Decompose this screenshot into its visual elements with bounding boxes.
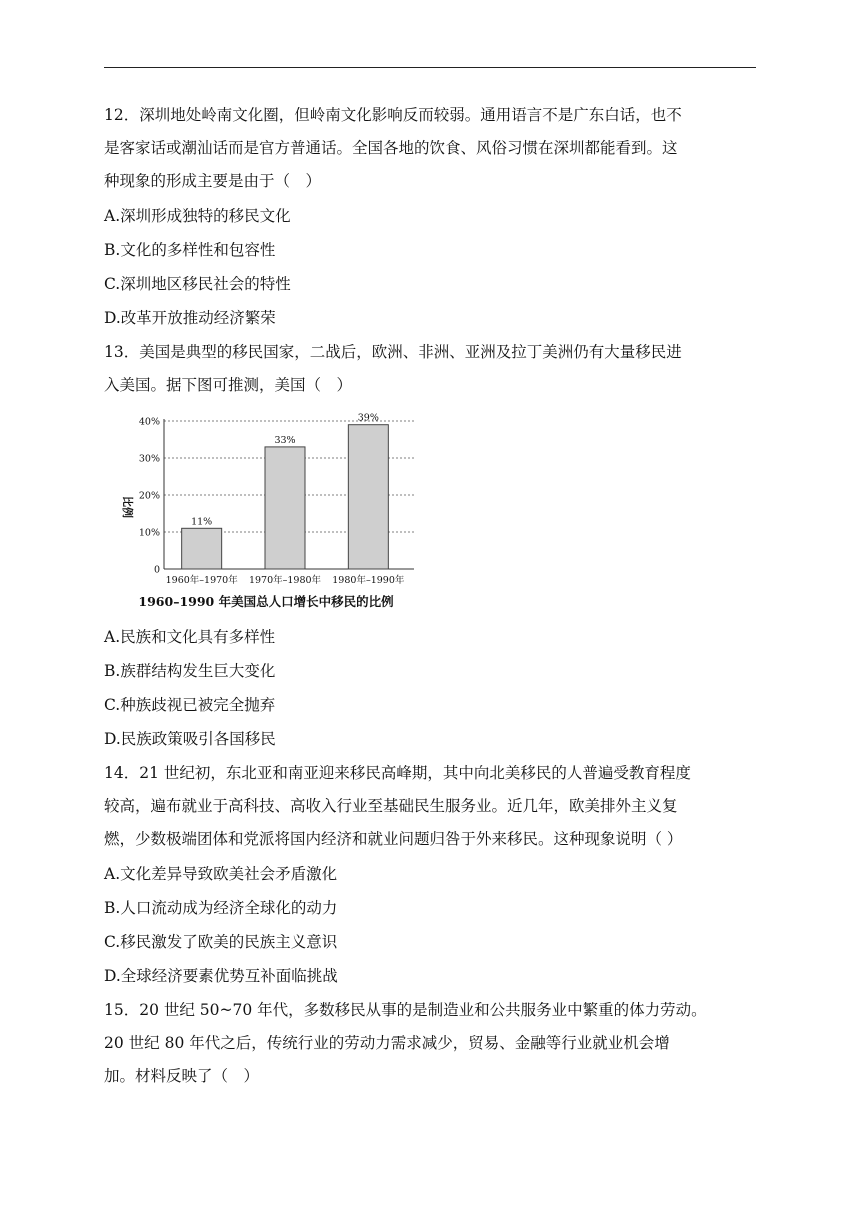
question-line: 20 世纪 80 年代之后，传统行业的劳动力需求减少，贸易、金融等行业就业机会增 <box>104 1034 670 1052</box>
q12-option-b[interactable]: B.文化的多样性和包容性 <box>104 241 276 259</box>
chart-data-label: 11% <box>191 516 213 528</box>
immigration-bar-chart <box>118 404 418 610</box>
chart-y-tick-label: 40% <box>138 416 160 428</box>
q13-option-c[interactable]: C.种族歧视已被完全抛弃 <box>104 696 276 714</box>
q13-option-a[interactable]: A.民族和文化具有多样性 <box>104 628 276 646</box>
question-line: 15．20 世纪 50~70 年代，多数移民从事的是制造业和公共服务业中繁重的体力劳动。 <box>104 1001 707 1019</box>
chart-data-label: 39% <box>357 412 379 424</box>
chart-title: 1960–1990 年美国总人口增长中移民的比例 <box>138 594 394 609</box>
chart-bar <box>182 528 222 569</box>
question-line: 入美国。据下图可推测，美国（ ） <box>104 376 353 394</box>
chart-x-tick-label: 1960年–1970年 <box>165 575 238 586</box>
chart-y-axis-label: 比例 <box>121 496 134 518</box>
question-line: 12．深圳地处岭南文化圈，但岭南文化影响反而较弱。通用语言不是广东白话，也不 <box>104 106 682 124</box>
question-15-stem <box>104 994 760 1093</box>
chart-y-tick-label: 30% <box>138 453 160 465</box>
header-rule <box>104 67 756 68</box>
q14-option-c[interactable]: C.移民激发了欧美的民族主义意识 <box>104 933 338 951</box>
chart-x-tick-label: 1980年–1990年 <box>332 575 405 586</box>
q12-option-a[interactable]: A.深圳形成独特的移民文化 <box>104 207 291 225</box>
q14-option-b[interactable]: B.人口流动成为经济全球化的动力 <box>104 899 338 917</box>
q12-option-c[interactable]: C.深圳地区移民社会的特性 <box>104 275 291 293</box>
question-line: 14．21 世纪初，东北亚和南亚迎来移民高峰期，其中向北美移民的人普遍受教育程度 <box>104 764 691 782</box>
chart-x-tick-label: 1970年–1980年 <box>248 575 322 586</box>
q13-option-d[interactable]: D.民族政策吸引各国移民 <box>104 730 276 748</box>
q14-option-d[interactable]: D.全球经济要素优势互补面临挑战 <box>104 967 338 985</box>
question-14-stem <box>104 757 760 856</box>
chart-y-tick-label: 10% <box>138 527 160 539</box>
q14-option-a[interactable]: A.文化差异导致欧美社会矛盾激化 <box>104 865 338 883</box>
question-12-stem <box>104 99 760 198</box>
question-line: 燃，少数极端团体和党派将国内经济和就业问题归咎于外来移民。这种现象说明（ ） <box>104 830 683 848</box>
question-line: 较高，遍布就业于高科技、高收入行业至基础民生服务业。近几年，欧美排外主义复 <box>104 797 678 815</box>
question-13-stem <box>104 336 760 402</box>
question-line: 加。材料反映了（ ） <box>104 1067 260 1085</box>
q13-option-b[interactable]: B.族群结构发生巨大变化 <box>104 662 276 680</box>
chart-bars <box>182 425 389 569</box>
chart-y-tick-label: 20% <box>138 490 160 502</box>
q12-option-d[interactable]: D.改革开放推动经济繁荣 <box>104 309 276 327</box>
question-line: 种现象的形成主要是由于（ ） <box>104 172 322 190</box>
chart-data-label: 33% <box>274 434 296 446</box>
chart-y-tick-label: 0 <box>153 564 160 576</box>
chart-bar <box>348 425 388 569</box>
chart-bar <box>265 447 305 569</box>
question-line: 是客家话或潮汕话而是官方普通话。全国各地的饮食、风俗习惯在深圳都能看到。这 <box>104 139 678 157</box>
question-line: 13．美国是典型的移民国家，二战后，欧洲、非洲、亚洲及拉丁美洲仍有大量移民进 <box>104 343 682 361</box>
